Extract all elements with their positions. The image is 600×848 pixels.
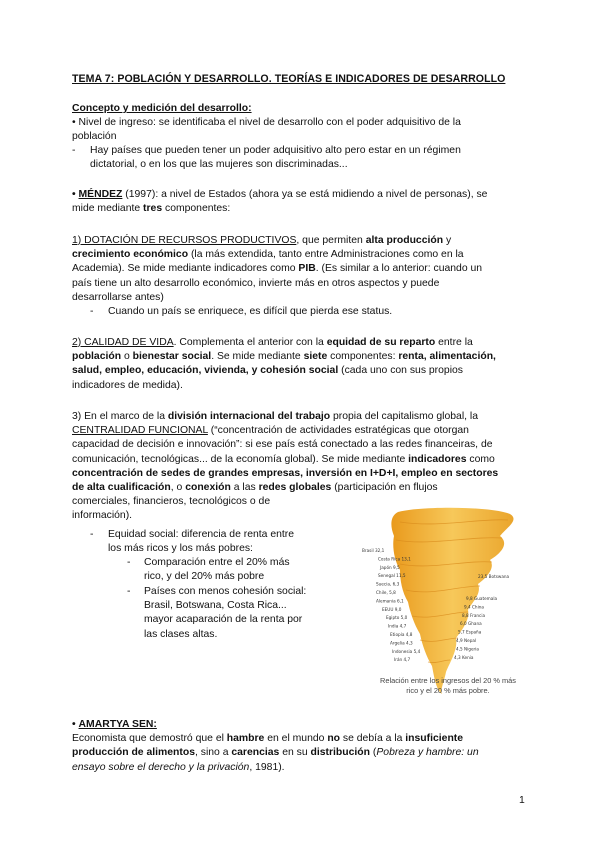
- text-span: crecimiento económico: [72, 249, 189, 261]
- text-span: , 1981).: [249, 761, 285, 773]
- tornado-label-left: Indonesia 5,4: [392, 648, 421, 654]
- paragraph-line: [72, 262, 528, 276]
- paragraph-line: [72, 336, 528, 350]
- text-span: renta, alimentación,: [398, 351, 496, 363]
- text-span: equidad de su reparto: [326, 337, 436, 348]
- text-span: . Se mide mediante: [211, 351, 304, 363]
- text-span: mide mediante: [72, 203, 144, 215]
- paragraph-line: Hay países que pueden tener un poder adquisitivo alto pero estar en un régimen: [90, 145, 461, 156]
- paragraph-line: [72, 410, 528, 424]
- paragraph-line: información).: [72, 510, 133, 522]
- paragraph-line: Comparación entre el 20% más: [144, 557, 290, 568]
- text-span: componentes:: [327, 351, 399, 363]
- text-span: (participación en flujos: [331, 482, 438, 494]
- text-span: siete: [303, 351, 328, 363]
- dash-bullet: -: [127, 586, 131, 597]
- tornado-label-left: Senegal 11,5: [378, 573, 406, 579]
- text-span: como: [466, 453, 495, 465]
- dotacion-sub-item: [108, 305, 528, 319]
- text-span: (“concentración de actividades estratégicas que otorgan: [207, 425, 469, 437]
- text-span: . Complementa el anterior con la: [173, 337, 327, 348]
- bullet-mark: •: [72, 719, 76, 730]
- tornado-label-left: EEUU 9,0: [382, 606, 402, 612]
- paragraph-line: [72, 350, 528, 364]
- dash-bullet: -: [90, 306, 94, 317]
- text-span: salud, empleo, educación, vivienda, y cohesión social: [72, 365, 339, 377]
- text-span: (1997): a nivel de Estados (ahora ya se está midiendo a nivel de personas), se: [122, 189, 488, 200]
- text-span: división internacional del trabajo: [167, 411, 331, 422]
- page-title: TEMA 7: POBLACIÓN Y DESARROLLO. TEORÍAS E INDICADORES DE DESARROLLO: [72, 73, 506, 85]
- text-span: , que permiten: [296, 235, 366, 246]
- text-span: a las: [230, 482, 259, 494]
- dash-bullet: -: [90, 529, 94, 540]
- tornado-label-right: 4,5 Nigeria: [456, 646, 479, 652]
- text-span: tres: [143, 203, 163, 215]
- paragraph-line: capacidad de decisión e innovación”: si ese país está conectado a las redes financeiras, de: [72, 439, 493, 451]
- text-span: 3) En el marco de la: [72, 411, 168, 422]
- text-span: de alta cualificación: [72, 482, 171, 494]
- tornado-label-left: Costa Rica 13,1: [378, 556, 411, 562]
- text-span: en el mundo: [264, 733, 328, 745]
- paragraph-line: [72, 481, 528, 495]
- section-calidad-vida: [72, 336, 528, 393]
- concepto-sub-item: [90, 144, 528, 172]
- amartya-heading: AMARTYA SEN:: [78, 719, 157, 730]
- text-span: Academia). Se mide mediante indicadores como: [72, 263, 299, 275]
- mendez-name: MÉNDEZ: [78, 189, 123, 200]
- paragraph-line: [72, 746, 528, 760]
- paragraph-line: desarrollarse antes): [72, 291, 164, 303]
- dash-bullet: -: [127, 557, 131, 568]
- bullet-mark: •: [72, 189, 76, 200]
- tornado-label-right: 9,8 Guatemala: [466, 596, 498, 601]
- paragraph-line: comerciales, financieros, tecnológicos o de: [72, 496, 271, 508]
- paragraph-line: • Nivel de ingreso: se identificaba el nivel de desarrollo con el poder adquisitivo de la: [72, 117, 461, 129]
- paragraph-line: las clases altas.: [144, 628, 218, 640]
- text-span: (cada uno con sus propios: [338, 365, 463, 377]
- text-span: distribución: [310, 747, 370, 759]
- text-span: (: [370, 747, 377, 759]
- tornado-label-left: Suecia, 6,3: [376, 581, 400, 587]
- tornado-label-right: 9,4 China: [464, 604, 484, 610]
- text-span: conexión: [185, 482, 231, 494]
- dash-bullet: -: [72, 145, 76, 156]
- paragraph-line: Brasil, Botswana, Costa Rica...: [144, 600, 287, 612]
- text-span: PIB: [298, 263, 316, 275]
- text-span: en su: [279, 747, 311, 759]
- paragraph-line: dictatorial, o en los que las mujeres son discriminadas...: [90, 159, 348, 171]
- calidad-label: 2) CALIDAD DE VIDA: [72, 337, 174, 348]
- tornado-label-right: 5,7 España: [458, 629, 482, 635]
- paragraph-line: [72, 188, 528, 202]
- income-ratio-tornado-figure: [360, 506, 530, 696]
- text-span: carencias: [231, 747, 280, 759]
- paragraph-line: [72, 364, 528, 378]
- concepto-heading: Concepto y medición del desarrollo:: [72, 103, 252, 114]
- paragraph-line: [72, 202, 528, 216]
- text-span: Pobreza y hambre: un: [376, 747, 479, 759]
- text-span: ensayo sobre el derecho y la privación: [72, 761, 250, 773]
- equidad-sub-item: [108, 528, 338, 556]
- tornado-label-right: 23,5 Botswana: [478, 574, 510, 579]
- text-span: no: [327, 733, 341, 745]
- figure-caption: [368, 676, 528, 696]
- text-span: y: [443, 235, 452, 246]
- section-mendez: [72, 188, 528, 216]
- paragraph-line: Equidad social: diferencia de renta entre: [108, 529, 294, 540]
- text-span: bienestar social: [132, 351, 212, 363]
- text-span: población: [72, 351, 122, 363]
- text-span: alta producción: [365, 235, 444, 246]
- text-span: Economista que demostró que el: [72, 733, 227, 745]
- paragraph-line: concentración de sedes de grandes empresas, inversión en I+D+I, empleo en sectores: [72, 467, 499, 479]
- text-span: hambre: [226, 733, 265, 745]
- tornado-label-right: 4,3 Kenia: [454, 654, 474, 660]
- text-span: comunicación, tecnológicas... de la economía global). Se mide mediante: [72, 453, 409, 465]
- text-span: . (Es similar a lo anterior: cuando un: [315, 263, 483, 275]
- tornado-label-left: Etiopía 4,8: [390, 632, 413, 637]
- paragraph-line: los más ricos y los más pobres:: [108, 543, 253, 555]
- tornado-label-left: Japón 9,5: [380, 564, 400, 570]
- text-span: se debía a la: [340, 733, 406, 745]
- tornado-label-left: Chile, 5,8: [376, 590, 396, 595]
- paragraph-line: [72, 761, 528, 775]
- paragraph-line: [72, 732, 528, 746]
- section-concepto: [72, 102, 528, 145]
- tornado-label-left: Alemania 6,1: [376, 598, 404, 604]
- text-span: , sino a: [194, 747, 232, 759]
- caption-line: Relación entre los ingresos del 20 % más: [380, 676, 516, 685]
- paragraph-line: población: [72, 131, 117, 143]
- comparacion-sub-item: [144, 556, 334, 584]
- tornado-label-left: Brasil 32,1: [362, 548, 385, 553]
- text-span: redes globales: [258, 482, 332, 494]
- text-span: propia del capitalismo global, la: [330, 411, 478, 422]
- paragraph-line: Cuando un país se enriquece, es difícil que pierda ese status.: [108, 306, 393, 317]
- paragraph-line: mayor acaparación de la renta por: [144, 614, 303, 626]
- tornado-label-left: Argelia 4,3: [390, 640, 413, 646]
- text-span: componentes:: [162, 203, 231, 215]
- page-number: 1: [519, 795, 525, 806]
- text-span: producción de alimentos: [72, 747, 195, 759]
- tornado-label-left: Irán 4,7: [394, 657, 411, 663]
- text-span: indicadores: [408, 453, 467, 465]
- centralidad-label: CENTRALIDAD FUNCIONAL: [72, 425, 208, 437]
- paragraph-line: [72, 424, 528, 438]
- paragraph-line: [72, 453, 528, 467]
- dotacion-label: 1) DOTACIÓN DE RECURSOS PRODUCTIVOS: [72, 235, 297, 246]
- section-amartya-sen: [72, 718, 528, 775]
- text-span: insuficiente: [405, 733, 464, 745]
- paragraph-line: rico, y del 20% más pobre: [144, 571, 265, 583]
- tornado-label-right: 8,8 Francia: [462, 612, 486, 618]
- paragraph-line: Países con menos cohesión social:: [144, 586, 307, 597]
- paragraph-line: [72, 718, 528, 732]
- tornado-label-left: Egipto 5,0: [386, 615, 408, 621]
- text-span: , o: [170, 482, 186, 494]
- tornado-label-right: 4,9 Nepal: [456, 638, 477, 643]
- paragraph-line: país tiene un alto desarrollo económico, invierte más en otros aspectos y puede: [72, 277, 440, 289]
- text-span: entre la: [435, 337, 473, 348]
- section-dotacion: [72, 234, 528, 305]
- tornado-label-left: India 4,7: [388, 623, 407, 629]
- paragraph-line: [72, 234, 528, 248]
- paragraph-line: indicadores de medida).: [72, 379, 183, 391]
- tornado-label-right: 6,0 Ghana: [460, 621, 482, 627]
- caption-line: rico y el 20 % más pobre.: [406, 686, 490, 695]
- paragraph-line: [72, 248, 528, 262]
- text-span: (la más extendida, tanto entre Administraciones como en la: [188, 249, 464, 261]
- cohesion-sub-item: [144, 585, 334, 642]
- text-span: o: [121, 351, 133, 363]
